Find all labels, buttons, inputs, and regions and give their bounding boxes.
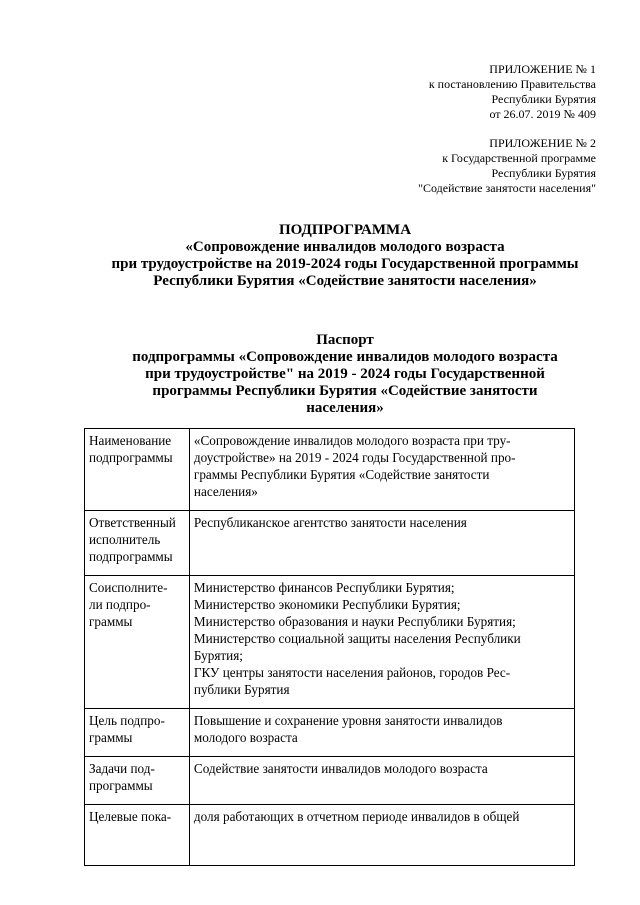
passport-heading-line: Паспорт bbox=[316, 332, 374, 348]
title-line: при трудоустройстве на 2019-2024 годы Государственной программы bbox=[111, 256, 579, 272]
row-value-line: Республиканское агентство занятости населения bbox=[193, 515, 467, 530]
passport-heading bbox=[80, 332, 610, 417]
row-value-cell bbox=[189, 805, 574, 866]
row-value-line: доля работающих в отчетном периоде инвалидов в общей bbox=[193, 809, 520, 824]
row-value-cell bbox=[189, 709, 574, 757]
row-value-line: Повышение и сохранение уровня занятости инвалидов bbox=[193, 713, 503, 728]
row-value-line: Бурятия; bbox=[193, 648, 243, 663]
appendix-1-line: ПРИЛОЖЕНИЕ № 1 bbox=[489, 62, 596, 76]
appendix-1-line: к постановлению Правительства bbox=[428, 77, 596, 91]
row-value-line: Содействие занятости инвалидов молодого возраста bbox=[193, 761, 488, 776]
table-row bbox=[85, 709, 575, 757]
appendix-2-line: ПРИЛОЖЕНИЕ № 2 bbox=[489, 136, 596, 150]
appendix-2-header bbox=[336, 136, 596, 196]
passport-heading-line: программы Республики Бурятия «Содействие занятости bbox=[152, 383, 538, 399]
row-label-line: Наименование bbox=[89, 433, 172, 448]
row-value-line: населения» bbox=[193, 484, 258, 499]
appendix-2-line: к Государственной программе bbox=[442, 151, 596, 165]
row-value-line: Министерство финансов Республики Бурятия; bbox=[193, 580, 455, 595]
appendix-1-line: Республики Бурятия bbox=[491, 92, 596, 106]
row-value-line: молодого возраста bbox=[193, 730, 298, 745]
table-row bbox=[85, 429, 575, 511]
row-value-line: Министерство экономики Республики Бурятия; bbox=[193, 597, 461, 612]
row-label-cell bbox=[85, 805, 190, 866]
row-label-line: Целевые пока- bbox=[89, 809, 172, 824]
passport-heading-line: населения» bbox=[306, 400, 384, 416]
row-label-line: подпрограммы bbox=[89, 549, 173, 564]
row-label-line: граммы bbox=[89, 730, 133, 745]
row-value-cell bbox=[189, 429, 574, 511]
table-row bbox=[85, 576, 575, 709]
row-label-cell bbox=[85, 757, 190, 805]
passport-table bbox=[84, 428, 575, 866]
row-label-line: ли подпро- bbox=[89, 597, 151, 612]
table-row bbox=[85, 805, 575, 866]
row-value-cell bbox=[189, 576, 574, 709]
row-label-line: программы bbox=[89, 778, 153, 793]
row-label-line: Задачи под- bbox=[89, 761, 155, 776]
appendix-2-line: "Содействие занятости населения" bbox=[418, 181, 596, 195]
row-value-line: Министерство образования и науки Республики Бурятия; bbox=[193, 614, 516, 629]
row-value-line: Министерство социальной защиты населения Республики bbox=[193, 631, 521, 646]
appendix-1-line: от 26.07. 2019 № 409 bbox=[489, 107, 596, 121]
title-line: ПОДПРОГРАММА bbox=[278, 222, 412, 238]
row-value-cell bbox=[189, 757, 574, 805]
row-value-line: публики Бурятия bbox=[193, 682, 290, 697]
title-line: «Сопровождение инвалидов молодого возраста bbox=[185, 239, 505, 255]
table-row bbox=[85, 757, 575, 805]
appendix-1-header bbox=[336, 62, 596, 122]
appendix-2-line: Республики Бурятия bbox=[491, 166, 596, 180]
row-label-line: Ответственный bbox=[89, 515, 176, 530]
row-value-line: граммы Республики Бурятия «Содействие занятости bbox=[193, 467, 490, 482]
row-label-cell bbox=[85, 511, 190, 576]
row-label-cell bbox=[85, 576, 190, 709]
subprogram-title bbox=[60, 222, 630, 290]
row-value-cell bbox=[189, 511, 574, 576]
row-label-line: Цель подпро- bbox=[89, 713, 165, 728]
passport-heading-line: подпрограммы «Сопровождение инвалидов молодого возраста bbox=[132, 349, 558, 365]
row-label-line: исполнитель bbox=[89, 532, 161, 547]
row-label-cell bbox=[85, 709, 190, 757]
row-value-line: «Сопровождение инвалидов молодого возраста при тру- bbox=[193, 433, 511, 448]
row-label-line: подпрограммы bbox=[89, 450, 173, 465]
row-value-line: ГКУ центры занятости населения районов, городов Рес- bbox=[193, 665, 511, 680]
title-line: Республики Бурятия «Содействие занятости населения» bbox=[153, 273, 537, 289]
row-label-line: Соисполните- bbox=[89, 580, 168, 595]
table-row bbox=[85, 511, 575, 576]
row-label-cell bbox=[85, 429, 190, 511]
row-label-line: граммы bbox=[89, 614, 133, 629]
row-value-line: доустройстве» на 2019 - 2024 годы Государственной про- bbox=[193, 450, 516, 465]
passport-heading-line: при трудоустройстве" на 2019 - 2024 годы Государственной bbox=[145, 366, 545, 382]
